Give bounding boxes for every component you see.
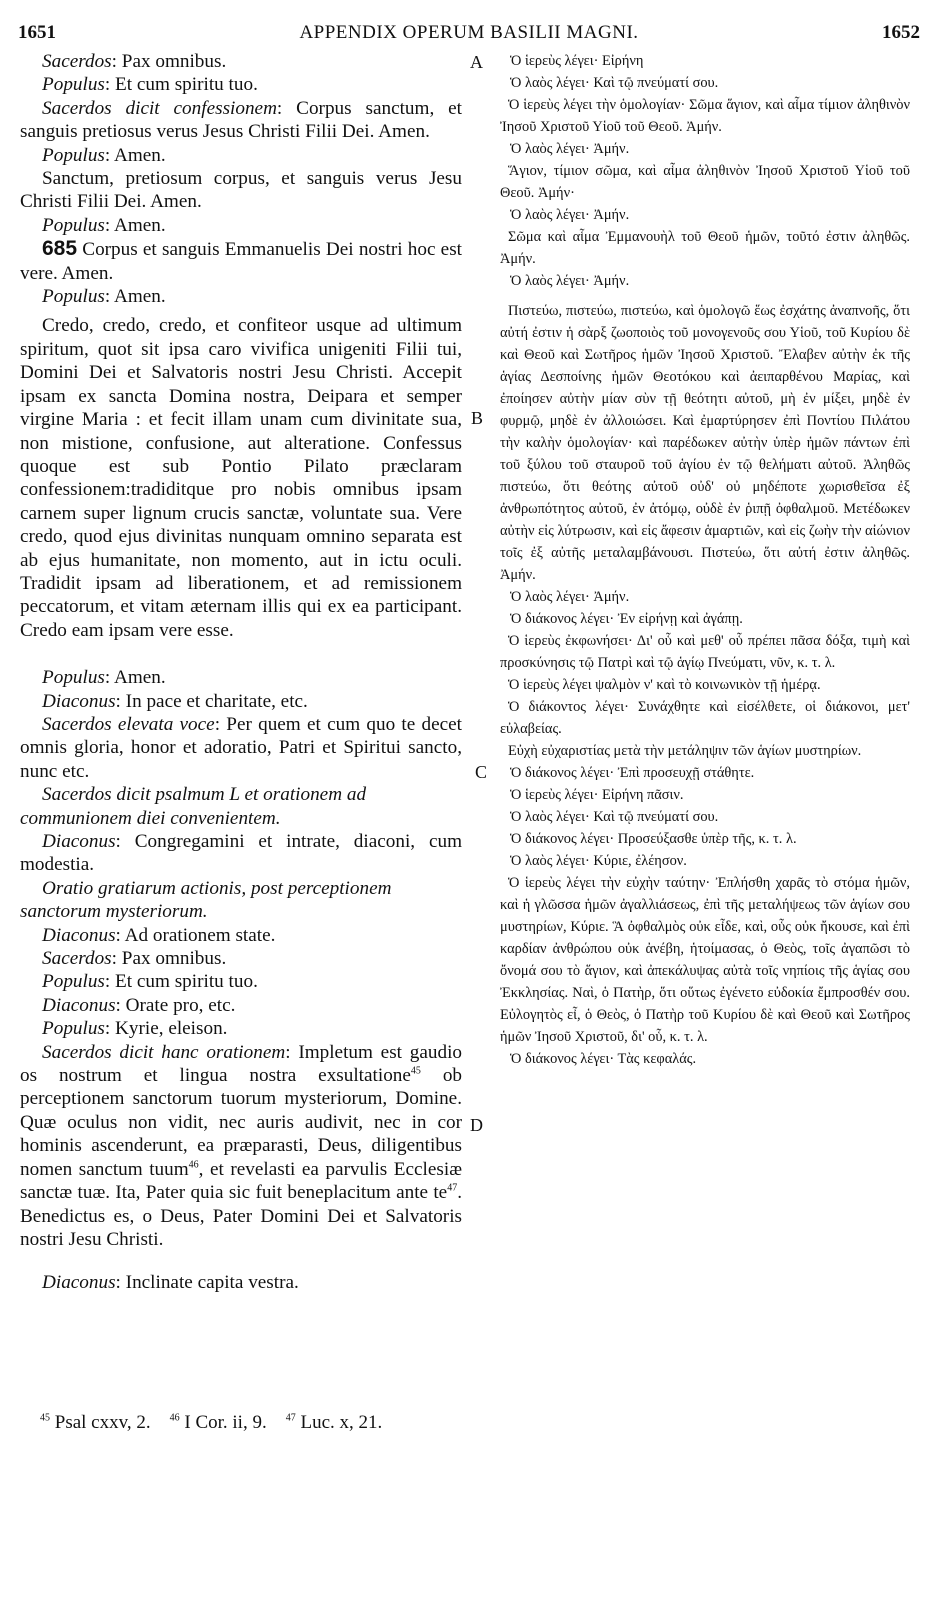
latin-paragraph: Diaconus: Congregamini et intrate, diaconi, cum modestia. bbox=[20, 831, 462, 876]
page-header bbox=[18, 22, 920, 46]
latin-paragraph: Sacerdos elevata voce: Per quem et cum quo te decet omnis gloria, honor et adoratio, Patri et Spiritui sancto, nunc etc. bbox=[20, 713, 462, 782]
footnote-ref: 45 bbox=[410, 1065, 421, 1077]
latin-line: Diaconus: In pace et charitate, etc. bbox=[42, 690, 308, 712]
greek-line: Ὁ λαὸς λέγει· Ἀμήν. bbox=[510, 589, 630, 605]
column-number: 685 bbox=[42, 237, 78, 261]
latin-paragraph: Sacerdos dicit hanc orationem: Impletum est gaudio os nostrum et lingua nostra exsultatione$^{45}$ ob perceptionem sanctorum tuorum mysteriorum, Domine. Quæ oculus non vidit, nec auris audivit, nec in cor hominis ascenderunt, ea præparasti, Deus, diligentibus nomen sanctum tuum$^{46}$, et revelasti ea parvulis Ecclesiæ sanctæ tuæ. Ita, Pater quia sic fuit beneplacitum ante $te^{47}$. Benedictus es, o Deus, Pater Domini Dei et Salvatoris nostri Jesu Christi. bbox=[20, 1041, 462, 1250]
greek-line: Ὁ λαὸς λέγει· Κύριε, ἐλέησον. bbox=[510, 853, 687, 869]
greek-paragraph: Σῶμα καὶ αἷμα Ἐμμανουὴλ τοῦ Θεοῦ ἡμῶν, τοῦτό ἐστιν ἀληθῶς. Ἀμήν. bbox=[500, 229, 910, 267]
greek-paragraph: Ὁ διάκοντος λέγει· Συνάχθητε καὶ εἰσέλθετε, οἱ διάκονοι, μετ' εὐλαβείας. bbox=[500, 699, 910, 737]
running-title: APPENDIX OPERUM BASILII MAGNI. bbox=[299, 22, 639, 43]
footnote-number: 45 bbox=[40, 1412, 50, 1424]
greek-column bbox=[500, 50, 910, 1070]
section-marker-b: B bbox=[471, 408, 484, 428]
footnote-number: 47 bbox=[285, 1412, 296, 1424]
greek-line: Ὁ διάκονος λέγει· Ἐν εἰρήνῃ καὶ ἀγάπῃ. bbox=[510, 611, 743, 627]
greek-line: Ὁ λαὸς λέγει· Ἀμήν. bbox=[510, 273, 630, 289]
latin-paragraph: 685 Corpus et sanguis Emmanuelis Dei nostri hoc est vere. Amen. bbox=[20, 237, 462, 284]
footnote-ref: 46 bbox=[188, 1159, 199, 1171]
latin-line: Diaconus: Ad orationem state. bbox=[42, 924, 276, 946]
latin-line: Populus: Amen. bbox=[42, 667, 166, 689]
latin-line: Populus: Amen. bbox=[42, 144, 166, 166]
greek-line: Ὁ λαὸς λέγει· Ἀμήν. bbox=[510, 141, 630, 157]
latin-line: Populus: Amen. bbox=[42, 214, 166, 236]
greek-paragraph: Ὁ ἱερεὺς λέγει τὴν εὐχὴν ταύτην· Ἐπλήσθη χαρᾶς τὸ στόμα ἡμῶν, καὶ ἡ γλῶσσα ἡμῶν ἀγαλλιάσεως, ἐπὶ τῆς μεταλήψεως τῶν ἁγίων σου μυστηρίων, Κύριε. Ἃ ὀφθαλμὸς οὐκ εἶδε, καὶ, οὗς οὐκ ἤκουσε, καὶ ἐπὶ καρδίαν ἀνθρώπου οὐκ ἀνέβη, ἡτοίμασας, ὁ Θεὸς, τοῖς ἀγαπῶσι τὸ ὄνομά σου τὸ ἅγιον, καὶ ἀπεκάλυψας αὐτὰ τοῖς νηπίοις τῆς ἁγίας σου Ἐκκλησίας. Ναὶ, ὁ Πατὴρ, ὅτι οὕτως ἐγένετο εὐδοκία ἔμπροσθέν σου. Εὐλογητὸς εἶ, ὁ Θεὸς, ὁ Πατὴρ τοῦ Κυρίου δὲ καὶ Θεοῦ καὶ Σωτῆρος ἡμῶν Ἰησοῦ Χριστοῦ, δι' οὗ, κ. τ. λ. bbox=[500, 875, 910, 1045]
greek-line: Ὁ διάκονος λέγει· Ἐπὶ προσευχῇ στάθητε. bbox=[510, 765, 755, 781]
footnote-text: Luc. x, 21. bbox=[295, 1412, 383, 1433]
greek-paragraph: Ὁ ἱερεὺς ἐκφωνήσει· Δι' οὗ καὶ μεθ' οὗ πρέπει πᾶσα δόξα, τιμὴ καὶ προσκύνησις τῷ Πατρὶ καὶ τῷ ἁγίῳ Πνεύματι, νῦν, κ. τ. λ. bbox=[500, 633, 910, 671]
latin-line: Sacerdos: Pax omnibus. bbox=[42, 51, 227, 72]
footnote-number: 46 bbox=[169, 1412, 180, 1424]
footnote-text: Psal cxxv, 2. bbox=[50, 1412, 151, 1433]
greek-rubric: Εὐχὴ εὐχαριστίας μετὰ τὴν μετάληψιν τῶν ἁγίων μυστηρίων. bbox=[508, 743, 862, 759]
greek-credo-paragraph: Πιστεύω, πιστεύω, πιστεύω, καὶ ὁμολογῶ ἕως ἐσχάτης ἀναπνοῆς, ὅτι αὐτή ἐστιν ἡ σὰρξ ζωοποιὸς τοῦ μονογενοῦς σου Υἱοῦ, τοῦ Κυρίου δὲ καὶ Θεοῦ καὶ Σωτῆρος ἡμῶν Ἰησοῦ Χριστοῦ. Ἔλαβεν αὐτὴν ἐκ τῆς ἁγίας Δεσποίνης ἡμῶν Θεοτόκου καὶ ἀειπαρθένου Μαρίας, καὶ ἐποίησεν αὐτὴν μίαν σὺν τῇ θεότητι αὐτοῦ, μὴ ἐν μίξει, μηδὲ ἐν φυρμῷ, μηδὲ ἐν ἀλλοιώσει. Καὶ ἐμαρτύρησεν ἐπὶ Ποντίου Πιλάτου τὴν καλὴν ὁμολογίαν· καὶ παρέδωκεν αὐτὴν ὑπὲρ ἡμῶν πάντων ἐπὶ τοῦ ξύλου τοῦ σταυροῦ τοῦ ἁγίου ἐν τῷ θελήματι αὐτοῦ. Ἀληθῶς πιστεύω, ὅτι θεότης αὐτοῦ οὐδ' οὐ μηδέποτε χωρισθεῖσα ἐξ ἀνθρωπότητος αὐτοῦ, ἐν ἀτόμῳ, οὐδὲ ἐν ῥιπῇ ὀφθαλμοῦ. Μετέδωκεν αὐτὴν εἰς λύτρωσιν, καὶ εἰς ἄφεσιν ἁμαρτιῶν, καὶ εἰς ζωὴν τὴν αἰώνιον τοῖς ἐξ αὐτῆς μεταλαμβάνουσι. Πιστεύω, ὅτι αὐτή ἐστιν ἀληθῶς. Ἀμήν. bbox=[500, 303, 910, 583]
greek-line: Ὁ διάκονος λέγει· Προσεύξασθε ὑπὲρ τῆς, κ. τ. λ. bbox=[510, 831, 797, 847]
greek-line: Ὁ λαὸς λέγει· Ἀμήν. bbox=[510, 207, 630, 223]
footnote-text: I Cor. ii, 9. bbox=[179, 1412, 267, 1433]
latin-line: Populus: Amen. bbox=[42, 286, 166, 308]
latin-column bbox=[20, 50, 462, 1295]
greek-line: Ὁ λαὸς λέγει· Καὶ τῷ πνεύματί σου. bbox=[510, 75, 719, 91]
latin-credo-paragraph: Credo, credo, credo, et confiteor usque ad ultimum spiritum, quot sit ipsa caro vivifica unigeniti Filii tui, Domini Dei et Salvatoris nostri Jesu Christi. Accepit ipsam ex sancta Domina nostra, Deipara et semper virgine Maria : et fecit illam unam cum divinitate sua, non mistione, confusione, aut alteratione. Confessus quoque est sub Pontio Pilato præclaram confessionem:tradiditque pro nobis omnibus ipsam carnem super lignum crucis sanctæ, voluntate sua. Vere credo, quod ejus divinitas nunquam omnino separata est ab ejus humanitate, non momento, aut in ictu oculi. Tradidit ipsam ad liberationem, et ad remissionem peccatorum, et vitam æternam illis qui ex ea participant. Credo eam ipsam vere esse. bbox=[20, 315, 462, 641]
greek-line: Ὁ διάκονος λέγει· Τὰς κεφαλάς. bbox=[510, 1051, 697, 1067]
latin-line: Populus: Et cum spiritu tuo. bbox=[42, 971, 258, 993]
latin-line: Sacerdos: Pax omnibus. bbox=[42, 948, 227, 970]
footnote-ref: 47 bbox=[447, 1182, 458, 1194]
latin-line: Diaconus: Orate pro, etc. bbox=[42, 994, 236, 1016]
page-number-right: 1652 bbox=[882, 22, 920, 43]
greek-paragraph: Ὁ ἱερεὺς λέγει ψαλμὸν ν' καὶ τὸ κοινωνικὸν τῇ ἡμέρᾳ. bbox=[508, 677, 821, 693]
latin-line: Diaconus: Inclinate capita vestra. bbox=[42, 1272, 299, 1294]
latin-rubric: Sacerdos dicit psalmum L et orationem ad communionem diei convenientem. bbox=[20, 784, 367, 829]
latin-line: Populus: Kyrie, eleison. bbox=[42, 1018, 228, 1040]
section-marker-d: D bbox=[470, 1115, 483, 1135]
greek-line: Ὁ λαὸς λέγει· Καὶ τῷ πνεύματί σου. bbox=[510, 809, 719, 825]
page-number-left: 1651 bbox=[18, 22, 56, 43]
section-marker-c: C bbox=[475, 762, 488, 782]
section-marker-a: A bbox=[470, 52, 483, 72]
greek-line: Ὁ ἱερεὺς λέγει· Εἰρήνη πᾶσιν. bbox=[510, 787, 684, 803]
latin-line: Populus: Et cum spiritu tuo. bbox=[42, 74, 258, 96]
greek-line: Ὁ ἱερεὺς λέγει· Εἰρήνη bbox=[510, 53, 644, 69]
greek-paragraph: Ἅγιον, τίμιον σῶμα, καὶ αἷμα ἀληθινὸν Ἰησοῦ Χριστοῦ Υἱοῦ τοῦ Θεοῦ. Ἀμήν· bbox=[500, 163, 910, 201]
footnotes bbox=[40, 1412, 382, 1434]
latin-rubric: Oratio gratiarum actionis, post perceptionem sanctorum mysteriorum. bbox=[20, 877, 392, 923]
latin-paragraph: Sanctum, pretiosum corpus, et sanguis verus Jesu Christi Filii Dei. Amen. bbox=[20, 168, 462, 213]
latin-paragraph: Sacerdos dicit confessionem: Corpus sanctum, et sanguis pretiosus verus Jesus Christi Filii Dei. Amen. bbox=[20, 97, 462, 143]
greek-paragraph: Ὁ ἱερεὺς λέγει τὴν ὁμολογίαν· Σῶμα ἅγιον, καὶ αἷμα τίμιον ἀληθινὸν Ἰησοῦ Χριστοῦ Υἱοῦ τοῦ Θεοῦ. Ἀμήν. bbox=[500, 97, 910, 135]
